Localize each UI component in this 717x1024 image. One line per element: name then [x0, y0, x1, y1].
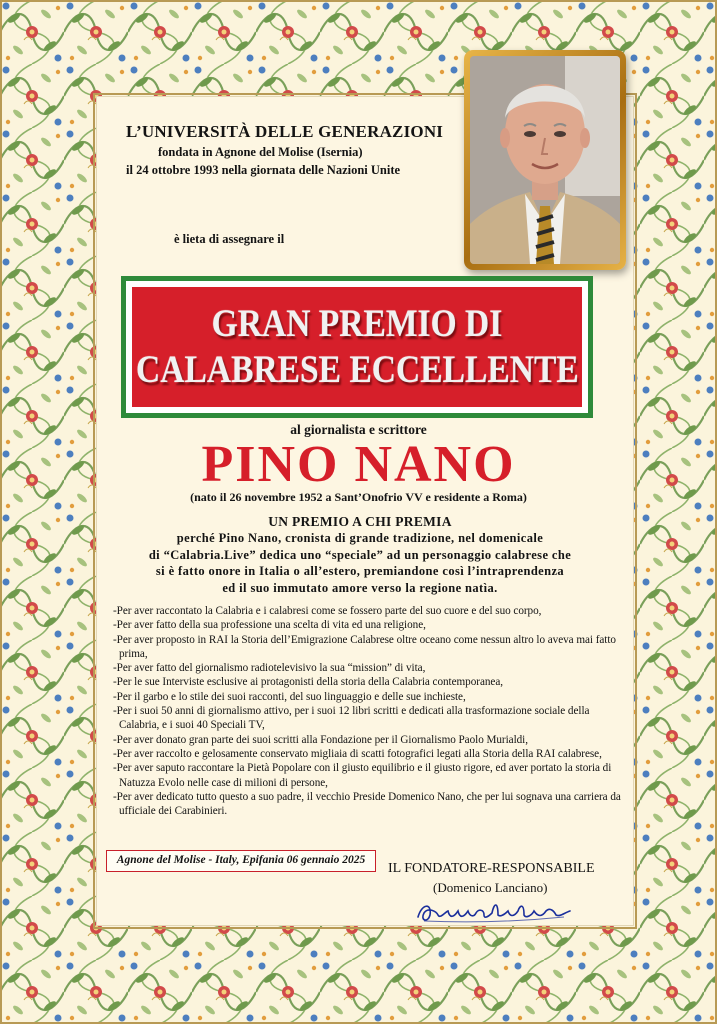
portrait-illustration [470, 56, 620, 264]
reason-line: perché Pino Nano, cronista di grande tradizione, nel domenicale [176, 531, 544, 545]
award-reason [110, 514, 610, 596]
motive-item: -Per aver raccolto e gelosamente conservato migliaia di scatti fotografici legati alla Storia della RAI calabrese, [113, 747, 602, 760]
motive-item: -Per aver fatto della sua professione una scelta di vita ed una religione, [113, 619, 426, 632]
award-title-line-1: GRAN PREMIO DI [211, 302, 503, 345]
reason-line: di “Calabria.Live” dedica uno “speciale” ad un personaggio calabrese che [148, 547, 572, 562]
motive-item: -Per aver dedicato tutto questo a suo padre, il vecchio Preside Domenico Nano, che per lui sognava una carriera da ufficiale dei Carabinieri. [113, 790, 621, 818]
portrait-photo [464, 50, 626, 270]
institution-founded-date: il 24 ottobre 1993 nella giornata delle Nazioni Unite [126, 163, 401, 177]
place-date: Agnone del Molise - Italy, Epifania 06 gennaio 2025 [106, 850, 376, 872]
motive-item: -Per il garbo e lo stile dei suoi racconti, del suo linguaggio e delle sue inchieste, [113, 690, 466, 703]
recipient-name: PINO NANO [201, 436, 516, 493]
motive-item: -Per aver raccontato la Calabria e i calabresi come se fossero parte del suo cuore e del suo corpo, [113, 605, 542, 617]
reason-title: UN PREMIO A CHI PREMIA [268, 514, 452, 529]
motive-item: -Per i suoi 50 anni di giornalismo attivo, per i suoi 12 libri scritti e dedicati alla trasformazione sociale della Calabria, e i suoi 40 Speciali TV, [113, 705, 590, 732]
motive-item: -Per aver fatto del giornalismo radiotelevisivo la sua “mission” di vita, [113, 662, 426, 675]
motive-item: -Per aver saputo raccontare la Pietà Popolare con il giusto equilibrio e il giusto rigore, ed aver portato la storia di Natuzza Evolo nelle case di milioni di persone, [113, 762, 612, 789]
motive-item: -Per aver proposto in RAI la Storia dell’Emigrazione Calabrese oltre oceano come nessun altro lo aveva mai fatto prima, [113, 633, 616, 660]
handwritten-signature [414, 893, 574, 927]
institution-name: L’UNIVERSITÀ DELLE GENERAZIONI [126, 122, 444, 141]
recipient-birth: (nato il 26 novembre 1952 a Sant’Onofrio VV e residente a Roma) [190, 490, 527, 504]
assign-text: è lieta di assegnare il [174, 232, 285, 246]
reason-line: si è fatto onore in Italia o all’estero, premiandone così l’intraprendenza [155, 564, 565, 578]
award-title-line-2: CALABRESE ECCELLENTE [135, 348, 579, 391]
institution-header [114, 122, 474, 178]
award-banner [121, 276, 593, 418]
founder-name: (Domenico Lanciano) [433, 880, 548, 895]
institution-founded-place: fondata in Agnone del Molise (Isernia) [158, 145, 363, 159]
motive-item: -Per le sue Interviste esclusive ai protagonisti della storia della Calabria contemporanea, [113, 676, 503, 689]
reason-line: ed il suo immutato amore verso la regione natìa. [222, 580, 498, 595]
motives-list [113, 604, 623, 818]
motive-item: -Per aver donato gran parte dei suoi scritti alla Fondazione per il Giornalismo Paolo Murialdi, [113, 733, 528, 746]
recipient-role: al giornalista e scrittore [290, 422, 427, 437]
founder-role: IL FONDATORE-RESPONSABILE [388, 861, 595, 876]
